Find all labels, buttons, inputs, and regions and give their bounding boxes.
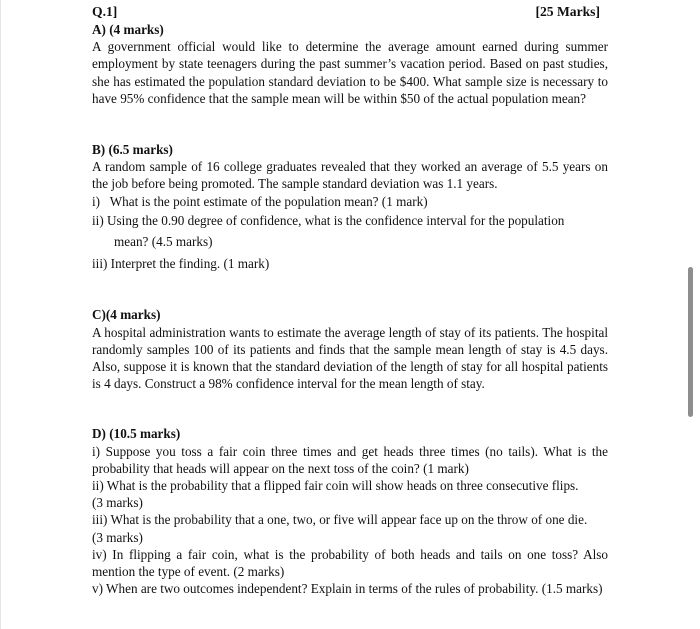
section-d-item-iv: iv) In flipping a fair coin, what is the probability of both heads and tails on one toss? Also mention the type of event. (2 marks) [92, 546, 608, 579]
section-d-item-ii: ii) What is the probability that a flipped fair coin will show heads on three consecutive flips. [92, 477, 579, 493]
section-d-item-v: v) When are two outcomes independent? Explain in terms of the rules of probability. (1.5 marks) [92, 581, 603, 597]
question-header [92, 3, 608, 21]
section-d-item-ii-marks: (3 marks) [92, 495, 143, 511]
section-a [92, 21, 608, 107]
section-d-item-iii: iii) What is the probability that a one, two, or five will appear face up on the throw of one die. [92, 512, 588, 528]
question-number: Q.1] [92, 4, 118, 19]
section-b-item-iii: iii) Interpret the finding. (1 mark) [92, 255, 270, 271]
total-marks: [25 Marks] [535, 4, 600, 19]
section-b-title: B) (6.5 marks) [92, 142, 173, 158]
section-a-text: A government official would like to determine the average amount earned during summer employment by state teenagers during the past summer’s vacation period. Based on past studies, she has estimated the population standard deviation to be $400. What sample size is necessary to have 95% confidence that the sample mean will be within $50 of the actual population mean? [92, 39, 608, 106]
section-d-item-iii-marks: (3 marks) [92, 529, 143, 545]
section-d-title: D) (10.5 marks) [92, 426, 181, 442]
vertical-scrollbar[interactable] [688, 267, 693, 417]
section-b-item-i: i) What is the point estimate of the population mean? (1 mark) [92, 193, 428, 209]
section-c-title: C)(4 marks) [92, 307, 161, 323]
section-d [92, 425, 608, 597]
section-a-title: A) (4 marks) [92, 22, 164, 37]
section-c-text: A hospital administration wants to estimate the average length of stay of its patients. The hospital randomly samples 100 of its patients and finds that the sample mean length of stay is 4.5 days. Also, suppose it is known that the standard deviation of the length of stay for all hospital patients is 4 days. Construct a 98% confidence interval for the mean length of stay. [92, 324, 608, 392]
section-c [92, 306, 608, 392]
question-document [92, 3, 608, 597]
section-b [92, 141, 608, 274]
section-b-item-ii-cont: mean? (4.5 marks) [114, 234, 213, 250]
section-b-text: A random sample of 16 college graduates revealed that they worked an average of 5.5 years on the job before being promoted. The sample standard deviation was 1.1 years. [92, 159, 608, 192]
section-b-item-ii: ii) Using the 0.90 degree of confidence, what is the confidence interval for the population [92, 212, 565, 228]
section-d-item-i: i) Suppose you toss a fair coin three times and get heads three times (no tails). What is the probability that heads will appear on the next toss of the coin? (1 mark) [92, 443, 608, 476]
page-left-edge [0, 0, 1, 629]
